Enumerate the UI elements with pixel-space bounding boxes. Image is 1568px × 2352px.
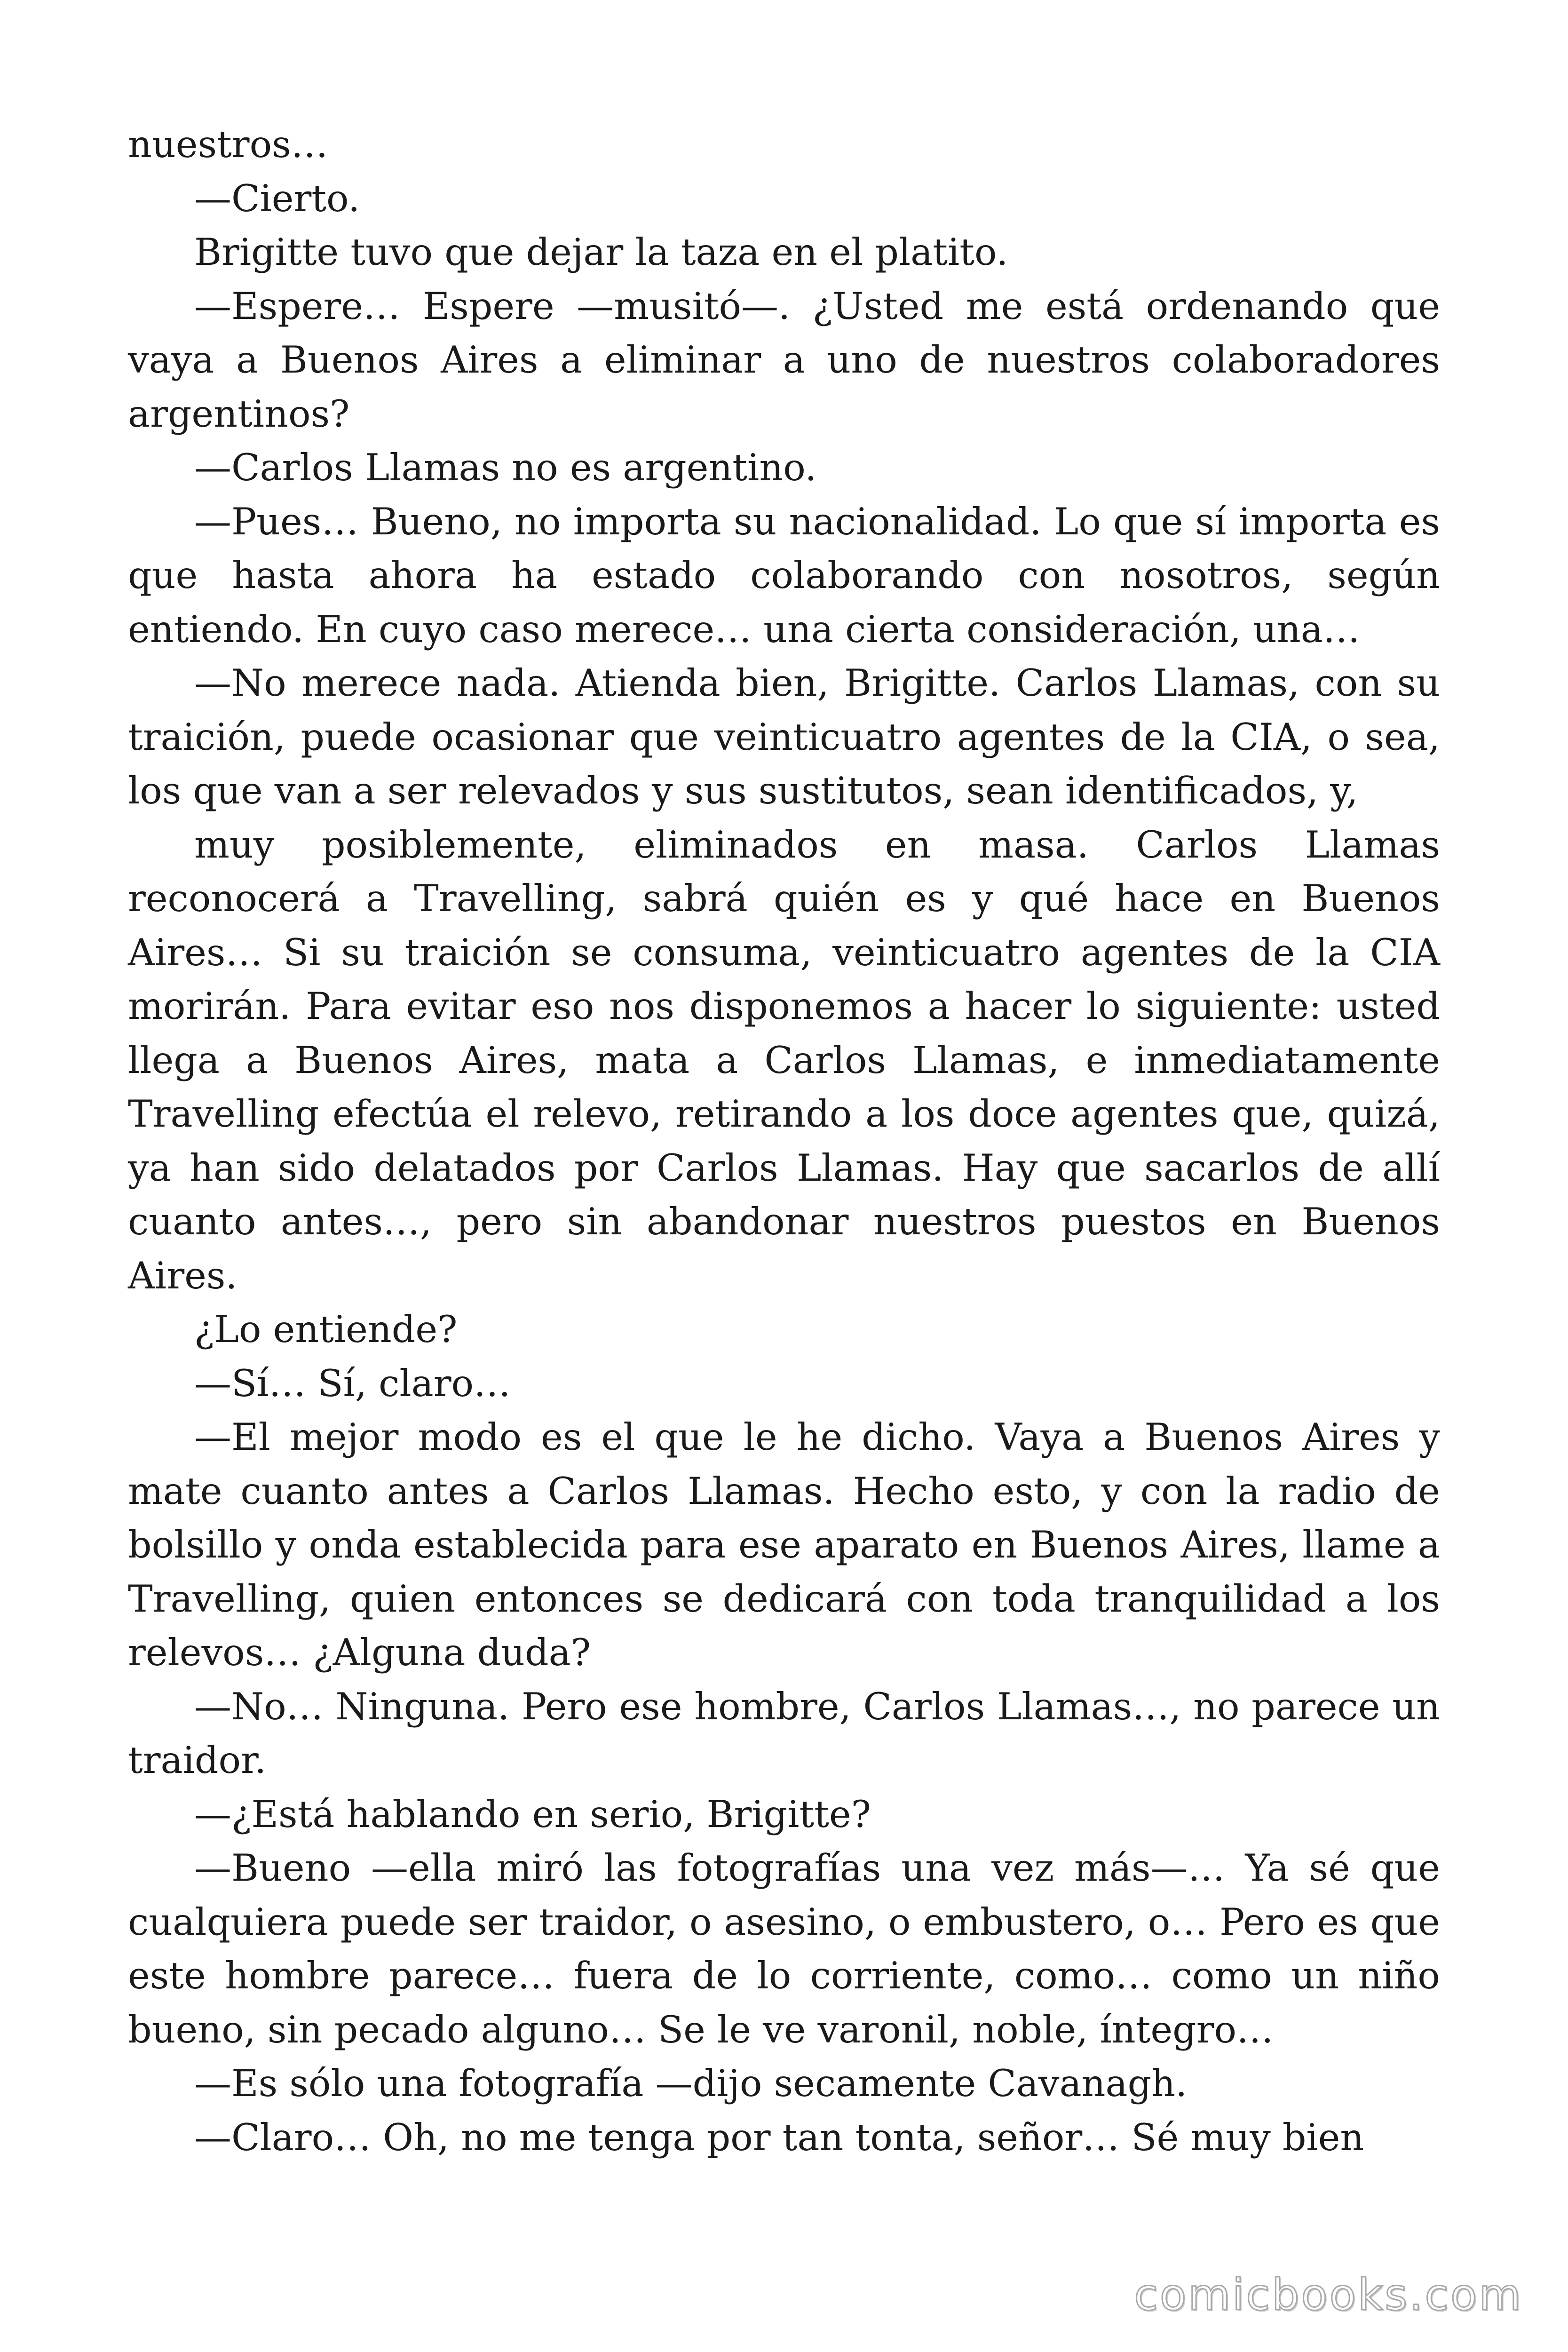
paragraph: —Cierto.	[194, 176, 360, 220]
paragraph: Brigitte tuvo que dejar la taza en el platito.	[194, 230, 1008, 274]
paragraph: ¿Lo entiende?	[194, 1308, 458, 1351]
paragraph: —Bueno —ella miró las fotografías una vez más—… Ya sé que cualquiera puede ser traidor, o asesino, o embustero, o… Pero es que este hombre parece… fuera de lo corriente, como… como un niño bueno, sin pecado alguno… Se le ve varonil, noble, íntegro…	[128, 1846, 1440, 2051]
paragraph: —El mejor modo es el que le he dicho. Vaya a Buenos Aires y mate cuanto antes a Carlos Llamas. Hecho esto, y con la radio de bolsillo y onda establecida para ese aparato en Buenos Aires, llame a Travelling, quien entonces se dedicará con toda tranquilidad a los relevos… ¿Alguna duda?	[128, 1415, 1440, 1674]
paragraph: —Es sólo una fotografía —dijo secamente Cavanagh.	[194, 2062, 1188, 2105]
paragraph: —No… Ninguna. Pero ese hombre, Carlos Llamas…, no parece un traidor.	[128, 1685, 1440, 1782]
paragraph: muy posiblemente, eliminados en masa. Carlos Llamas reconocerá a Travelling, sabrá quién es y qué hace en Buenos Aires… Si su traición se consuma, veinticuatro agentes de la CIA morirán. Para evitar eso nos disponemos a hacer lo siguiente: usted llega a Buenos Aires, mata a Carlos Llamas, e inmediatamente Travelling efectúa el relevo, retirando a los doce agentes que, quizá, ya han sido delatados por Carlos Llamas. Hay que sacarlos de allí cuanto antes…, pero sin abandonar nuestros puestos en Buenos Aires.	[128, 823, 1440, 1297]
paragraph: —Claro… Oh, no me tenga por tan tonta, señor… Sé muy bien	[194, 2115, 1364, 2159]
page-text	[128, 118, 1440, 2164]
paragraph: —Espere… Espere —musitó—. ¿Usted me está ordenando que vaya a Buenos Aires a eliminar a uno de nuestros colaboradores argentinos?	[128, 284, 1440, 436]
paragraph: —Carlos Llamas no es argentino.	[194, 446, 817, 489]
paragraph: —No merece nada. Atienda bien, Brigitte. Carlos Llamas, con su traición, puede ocasionar que veinticuatro agentes de la CIA, o sea, los que van a ser relevados y sus sustitutos, sean identificados, y,	[128, 661, 1440, 812]
paragraph: —¿Está hablando en serio, Brigitte?	[194, 1792, 871, 1836]
watermark: comicbooks.com	[1134, 2270, 1523, 2320]
paragraph: nuestros…	[128, 123, 328, 166]
paragraph: —Sí… Sí, claro…	[194, 1361, 511, 1405]
paragraph: —Pues… Bueno, no importa su nacionalidad. Lo que sí importa es que hasta ahora ha estado colaborando con nosotros, según entiendo. En cuyo caso merece… una cierta consideración, una…	[128, 500, 1440, 651]
